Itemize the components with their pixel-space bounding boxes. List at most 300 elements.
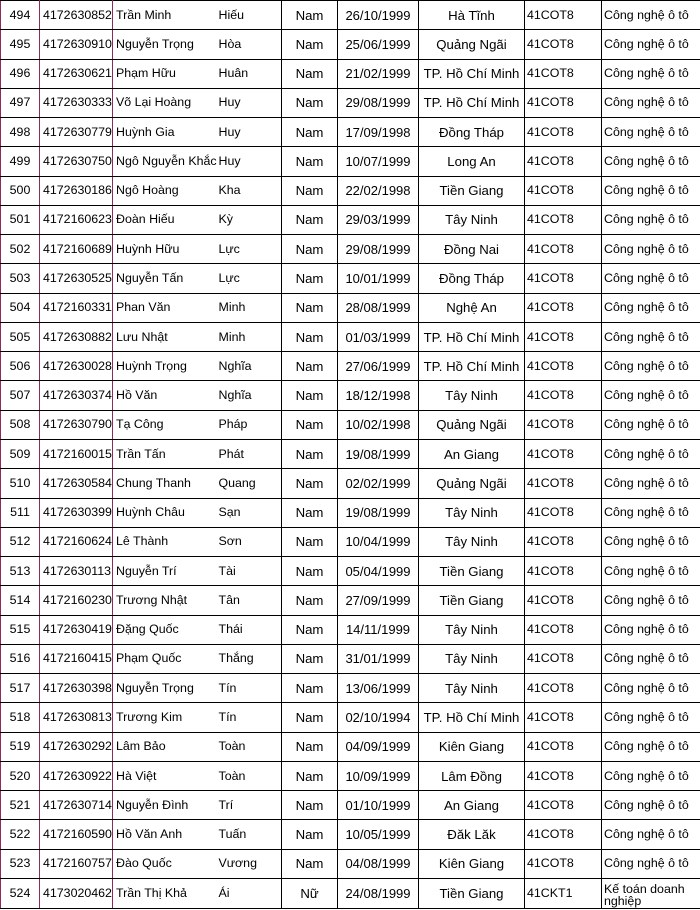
major-cell: Công nghệ ô tô: [602, 849, 700, 878]
table-row: [1, 118, 700, 147]
given-name-cell: Tuấn: [217, 820, 282, 849]
table-row: [1, 381, 700, 410]
student-id-cell: 4172160230: [40, 586, 113, 615]
row-number-cell: 505: [1, 322, 40, 351]
class-code-cell: 41COT8: [525, 615, 602, 644]
family-middle-name-cell: Võ Lại Hoàng: [113, 88, 217, 117]
gender-cell: Nam: [282, 439, 338, 468]
given-name-cell: Minh: [217, 322, 282, 351]
row-number-cell: 499: [1, 147, 40, 176]
major-cell: Công nghệ ô tô: [602, 644, 700, 673]
row-number-cell: 519: [1, 732, 40, 761]
given-name-cell: Minh: [217, 293, 282, 322]
student-id-cell: 4173020462: [40, 878, 113, 908]
table-row: [1, 557, 700, 586]
class-code-cell: 41COT8: [525, 732, 602, 761]
major-cell: Công nghệ ô tô: [602, 59, 700, 88]
class-code-cell: 41COT8: [525, 352, 602, 381]
student-id-cell: 4172630399: [40, 498, 113, 527]
major-cell: Công nghệ ô tô: [602, 732, 700, 761]
table-row: [1, 30, 700, 59]
birth-date-cell: 19/08/1999: [338, 498, 419, 527]
row-number-cell: 514: [1, 586, 40, 615]
major-cell: Công nghệ ô tô: [602, 352, 700, 381]
gender-cell: Nam: [282, 674, 338, 703]
birth-place-cell: TP. Hồ Chí Minh: [419, 322, 525, 351]
family-middle-name-cell: Trương Nhật: [113, 586, 217, 615]
birth-place-cell: Nghệ An: [419, 293, 525, 322]
student-id-cell: 4172630922: [40, 761, 113, 790]
birth-date-cell: 10/04/1999: [338, 527, 419, 556]
major-cell: Công nghệ ô tô: [602, 586, 700, 615]
birth-place-cell: Tây Ninh: [419, 205, 525, 234]
table-row: [1, 205, 700, 234]
given-name-cell: Phát: [217, 439, 282, 468]
class-code-cell: 41COT8: [525, 439, 602, 468]
given-name-cell: Sạn: [217, 498, 282, 527]
family-middle-name-cell: Đoàn Hiếu: [113, 205, 217, 234]
class-code-cell: 41COT8: [525, 791, 602, 820]
family-middle-name-cell: Huỳnh Châu: [113, 498, 217, 527]
birth-date-cell: 10/01/1999: [338, 264, 419, 293]
major-cell: Công nghệ ô tô: [602, 30, 700, 59]
table-row: [1, 615, 700, 644]
family-middle-name-cell: Huỳnh Trọng: [113, 352, 217, 381]
birth-date-cell: 29/08/1999: [338, 235, 419, 264]
family-middle-name-cell: Huỳnh Gia: [113, 118, 217, 147]
birth-place-cell: Tiền Giang: [419, 878, 525, 908]
given-name-cell: Trí: [217, 791, 282, 820]
birth-place-cell: Hà Tĩnh: [419, 1, 525, 30]
class-code-cell: 41COT8: [525, 88, 602, 117]
row-number-cell: 496: [1, 59, 40, 88]
class-code-cell: 41COT8: [525, 527, 602, 556]
major-cell: Công nghệ ô tô: [602, 176, 700, 205]
birth-date-cell: 04/08/1999: [338, 849, 419, 878]
birth-place-cell: TP. Hồ Chí Minh: [419, 352, 525, 381]
student-id-cell: 4172630398: [40, 674, 113, 703]
given-name-cell: Toàn: [217, 732, 282, 761]
row-number-cell: 521: [1, 791, 40, 820]
gender-cell: Nam: [282, 147, 338, 176]
birth-date-cell: 13/06/1999: [338, 674, 419, 703]
row-number-cell: 515: [1, 615, 40, 644]
gender-cell: Nam: [282, 118, 338, 147]
given-name-cell: Huy: [217, 88, 282, 117]
student-id-cell: 4172630750: [40, 147, 113, 176]
row-number-cell: 495: [1, 30, 40, 59]
birth-date-cell: 22/02/1998: [338, 176, 419, 205]
major-cell: Công nghệ ô tô: [602, 498, 700, 527]
birth-place-cell: Đồng Nai: [419, 235, 525, 264]
major-cell: Công nghệ ô tô: [602, 410, 700, 439]
row-number-cell: 506: [1, 352, 40, 381]
given-name-cell: Kha: [217, 176, 282, 205]
student-id-cell: 4172160331: [40, 293, 113, 322]
major-cell: Công nghệ ô tô: [602, 527, 700, 556]
birth-place-cell: Tây Ninh: [419, 527, 525, 556]
major-cell: Công nghệ ô tô: [602, 761, 700, 790]
birth-place-cell: Tiền Giang: [419, 176, 525, 205]
gender-cell: Nam: [282, 30, 338, 59]
gender-cell: Nam: [282, 615, 338, 644]
class-code-cell: 41COT8: [525, 293, 602, 322]
given-name-cell: Tín: [217, 674, 282, 703]
birth-place-cell: Đồng Tháp: [419, 264, 525, 293]
class-code-cell: 41COT8: [525, 849, 602, 878]
row-number-cell: 511: [1, 498, 40, 527]
gender-cell: Nam: [282, 586, 338, 615]
student-id-cell: 4172630790: [40, 410, 113, 439]
row-number-cell: 517: [1, 674, 40, 703]
major-cell: Công nghệ ô tô: [602, 264, 700, 293]
birth-place-cell: Tây Ninh: [419, 644, 525, 673]
gender-cell: Nam: [282, 498, 338, 527]
gender-cell: Nam: [282, 527, 338, 556]
birth-date-cell: 29/08/1999: [338, 88, 419, 117]
given-name-cell: Huân: [217, 59, 282, 88]
class-code-cell: 41COT8: [525, 644, 602, 673]
gender-cell: Nam: [282, 761, 338, 790]
family-middle-name-cell: Ngô Hoàng: [113, 176, 217, 205]
student-id-cell: 4172630333: [40, 88, 113, 117]
birth-date-cell: 31/01/1999: [338, 644, 419, 673]
student-id-cell: 4172630882: [40, 322, 113, 351]
student-id-cell: 4172160689: [40, 235, 113, 264]
row-number-cell: 523: [1, 849, 40, 878]
row-number-cell: 522: [1, 820, 40, 849]
class-code-cell: 41COT8: [525, 59, 602, 88]
student-id-cell: 4172160624: [40, 527, 113, 556]
major-cell: Công nghệ ô tô: [602, 147, 700, 176]
family-middle-name-cell: Lưu Nhật: [113, 322, 217, 351]
student-id-cell: 4172630779: [40, 118, 113, 147]
row-number-cell: 503: [1, 264, 40, 293]
student-id-cell: 4172160590: [40, 820, 113, 849]
family-middle-name-cell: Phạm Quốc: [113, 644, 217, 673]
student-id-cell: 4172160623: [40, 205, 113, 234]
table-row: [1, 469, 700, 498]
birth-date-cell: 26/10/1999: [338, 1, 419, 30]
class-code-cell: 41COT8: [525, 205, 602, 234]
birth-date-cell: 10/02/1998: [338, 410, 419, 439]
table-row: [1, 59, 700, 88]
class-code-cell: 41COT8: [525, 176, 602, 205]
gender-cell: Nam: [282, 352, 338, 381]
gender-cell: Nam: [282, 293, 338, 322]
major-cell: Công nghệ ô tô: [602, 820, 700, 849]
birth-date-cell: 17/09/1998: [338, 118, 419, 147]
class-code-cell: 41COT8: [525, 557, 602, 586]
major-cell: Công nghệ ô tô: [602, 1, 700, 30]
row-number-cell: 516: [1, 644, 40, 673]
student-id-cell: 4172160415: [40, 644, 113, 673]
student-id-cell: 4172630419: [40, 615, 113, 644]
table-row: [1, 527, 700, 556]
gender-cell: Nam: [282, 205, 338, 234]
birth-date-cell: 05/04/1999: [338, 557, 419, 586]
family-middle-name-cell: Phan Văn: [113, 293, 217, 322]
row-number-cell: 508: [1, 410, 40, 439]
class-code-cell: 41COT8: [525, 147, 602, 176]
row-number-cell: 509: [1, 439, 40, 468]
gender-cell: Nam: [282, 322, 338, 351]
table-row: [1, 410, 700, 439]
major-cell: Công nghệ ô tô: [602, 615, 700, 644]
birth-date-cell: 01/10/1999: [338, 791, 419, 820]
table-row: [1, 147, 700, 176]
class-code-cell: 41COT8: [525, 586, 602, 615]
roster-body: [1, 1, 700, 909]
row-number-cell: 501: [1, 205, 40, 234]
family-middle-name-cell: Hà Việt: [113, 761, 217, 790]
birth-date-cell: 01/03/1999: [338, 322, 419, 351]
gender-cell: Nam: [282, 791, 338, 820]
given-name-cell: Hòa: [217, 30, 282, 59]
student-id-cell: 4172630621: [40, 59, 113, 88]
major-cell: Công nghệ ô tô: [602, 674, 700, 703]
student-id-cell: 4172630714: [40, 791, 113, 820]
given-name-cell: Tân: [217, 586, 282, 615]
table-row: [1, 732, 700, 761]
class-code-cell: 41COT8: [525, 264, 602, 293]
birth-date-cell: 04/09/1999: [338, 732, 419, 761]
given-name-cell: Tài: [217, 557, 282, 586]
given-name-cell: Quang: [217, 469, 282, 498]
birth-date-cell: 19/08/1999: [338, 439, 419, 468]
given-name-cell: Tín: [217, 703, 282, 732]
given-name-cell: Vương: [217, 849, 282, 878]
birth-date-cell: 24/08/1999: [338, 878, 419, 908]
class-code-cell: 41COT8: [525, 30, 602, 59]
birth-place-cell: Quảng Ngãi: [419, 410, 525, 439]
student-id-cell: 4172160015: [40, 439, 113, 468]
row-number-cell: 512: [1, 527, 40, 556]
class-code-cell: 41COT8: [525, 410, 602, 439]
table-row: [1, 878, 700, 908]
birth-place-cell: Lâm Đồng: [419, 761, 525, 790]
class-code-cell: 41COT8: [525, 820, 602, 849]
student-id-cell: 4172630113: [40, 557, 113, 586]
family-middle-name-cell: Trương Kim: [113, 703, 217, 732]
birth-place-cell: Long An: [419, 147, 525, 176]
table-row: [1, 264, 700, 293]
birth-place-cell: Quảng Ngãi: [419, 469, 525, 498]
family-middle-name-cell: Huỳnh Hữu: [113, 235, 217, 264]
row-number-cell: 502: [1, 235, 40, 264]
given-name-cell: Huy: [217, 147, 282, 176]
table-row: [1, 703, 700, 732]
given-name-cell: Kỳ: [217, 205, 282, 234]
student-id-cell: 4172630186: [40, 176, 113, 205]
birth-place-cell: Kiên Giang: [419, 849, 525, 878]
family-middle-name-cell: Tạ Công: [113, 410, 217, 439]
gender-cell: Nam: [282, 410, 338, 439]
given-name-cell: Hiếu: [217, 1, 282, 30]
birth-place-cell: Kiên Giang: [419, 732, 525, 761]
row-number-cell: 518: [1, 703, 40, 732]
student-id-cell: 4172630910: [40, 30, 113, 59]
given-name-cell: Nghĩa: [217, 352, 282, 381]
birth-place-cell: Tây Ninh: [419, 615, 525, 644]
student-id-cell: 4172630813: [40, 703, 113, 732]
class-code-cell: 41COT8: [525, 118, 602, 147]
given-name-cell: Toàn: [217, 761, 282, 790]
gender-cell: Nam: [282, 644, 338, 673]
table-row: [1, 498, 700, 527]
family-middle-name-cell: Nguyễn Trí: [113, 557, 217, 586]
family-middle-name-cell: Đào Quốc: [113, 849, 217, 878]
gender-cell: Nam: [282, 176, 338, 205]
birth-place-cell: Đăk Lăk: [419, 820, 525, 849]
class-code-cell: 41COT8: [525, 322, 602, 351]
student-id-cell: 4172630852: [40, 1, 113, 30]
birth-date-cell: 29/03/1999: [338, 205, 419, 234]
family-middle-name-cell: Phạm Hữu: [113, 59, 217, 88]
family-middle-name-cell: Nguyễn Đình: [113, 791, 217, 820]
family-middle-name-cell: Lê Thành: [113, 527, 217, 556]
student-id-cell: 4172630028: [40, 352, 113, 381]
birth-place-cell: Quảng Ngãi: [419, 30, 525, 59]
birth-place-cell: Tiền Giang: [419, 586, 525, 615]
major-cell: Công nghệ ô tô: [602, 703, 700, 732]
birth-place-cell: Đồng Tháp: [419, 118, 525, 147]
gender-cell: Nam: [282, 849, 338, 878]
birth-date-cell: 10/09/1999: [338, 761, 419, 790]
class-code-cell: 41COT8: [525, 498, 602, 527]
major-cell: Công nghệ ô tô: [602, 293, 700, 322]
given-name-cell: Thái: [217, 615, 282, 644]
birth-date-cell: 10/07/1999: [338, 147, 419, 176]
major-cell: Công nghệ ô tô: [602, 88, 700, 117]
class-code-cell: 41COT8: [525, 674, 602, 703]
table-row: [1, 293, 700, 322]
class-code-cell: 41CKT1: [525, 878, 602, 908]
birth-place-cell: Tây Ninh: [419, 381, 525, 410]
given-name-cell: Thắng: [217, 644, 282, 673]
birth-date-cell: 02/10/1994: [338, 703, 419, 732]
birth-place-cell: An Giang: [419, 791, 525, 820]
row-number-cell: 500: [1, 176, 40, 205]
family-middle-name-cell: Nguyễn Tấn: [113, 264, 217, 293]
major-cell: Kế toán doanh nghiệp: [602, 878, 700, 908]
table-row: [1, 674, 700, 703]
student-id-cell: 4172630292: [40, 732, 113, 761]
class-code-cell: 41COT8: [525, 761, 602, 790]
table-row: [1, 761, 700, 790]
major-cell: Công nghệ ô tô: [602, 469, 700, 498]
family-middle-name-cell: Lâm Bảo: [113, 732, 217, 761]
major-cell: Công nghệ ô tô: [602, 118, 700, 147]
family-middle-name-cell: Trần Tấn: [113, 439, 217, 468]
gender-cell: Nữ: [282, 878, 338, 908]
row-number-cell: 497: [1, 88, 40, 117]
family-middle-name-cell: Trần Minh: [113, 1, 217, 30]
birth-date-cell: 27/06/1999: [338, 352, 419, 381]
major-cell: Công nghệ ô tô: [602, 381, 700, 410]
birth-date-cell: 14/11/1999: [338, 615, 419, 644]
table-row: [1, 352, 700, 381]
gender-cell: Nam: [282, 820, 338, 849]
gender-cell: Nam: [282, 59, 338, 88]
student-id-cell: 4172160757: [40, 849, 113, 878]
major-cell: Công nghệ ô tô: [602, 439, 700, 468]
class-code-cell: 41COT8: [525, 381, 602, 410]
family-middle-name-cell: Chung Thanh: [113, 469, 217, 498]
row-number-cell: 504: [1, 293, 40, 322]
class-code-cell: 41COT8: [525, 1, 602, 30]
given-name-cell: Ái: [217, 878, 282, 908]
class-code-cell: 41COT8: [525, 703, 602, 732]
class-code-cell: 41COT8: [525, 235, 602, 264]
table-row: [1, 849, 700, 878]
birth-place-cell: An Giang: [419, 439, 525, 468]
given-name-cell: Pháp: [217, 410, 282, 439]
family-middle-name-cell: Ngô Nguyễn Khắc: [113, 147, 217, 176]
birth-place-cell: TP. Hồ Chí Minh: [419, 59, 525, 88]
row-number-cell: 498: [1, 118, 40, 147]
birth-place-cell: Tây Ninh: [419, 498, 525, 527]
family-middle-name-cell: Hồ Văn: [113, 381, 217, 410]
gender-cell: Nam: [282, 557, 338, 586]
table-row: [1, 791, 700, 820]
major-cell: Công nghệ ô tô: [602, 322, 700, 351]
gender-cell: Nam: [282, 381, 338, 410]
table-row: [1, 439, 700, 468]
birth-date-cell: 21/02/1999: [338, 59, 419, 88]
row-number-cell: 510: [1, 469, 40, 498]
family-middle-name-cell: Đặng Quốc: [113, 615, 217, 644]
family-middle-name-cell: Hồ Văn Anh: [113, 820, 217, 849]
given-name-cell: Nghĩa: [217, 381, 282, 410]
birth-date-cell: 02/02/1999: [338, 469, 419, 498]
birth-place-cell: Tiền Giang: [419, 557, 525, 586]
given-name-cell: Lực: [217, 264, 282, 293]
family-middle-name-cell: Trần Thị Khả: [113, 878, 217, 908]
row-number-cell: 513: [1, 557, 40, 586]
birth-date-cell: 28/08/1999: [338, 293, 419, 322]
gender-cell: Nam: [282, 88, 338, 117]
student-id-cell: 4172630525: [40, 264, 113, 293]
row-number-cell: 524: [1, 878, 40, 908]
gender-cell: Nam: [282, 235, 338, 264]
given-name-cell: Lực: [217, 235, 282, 264]
birth-place-cell: TP. Hồ Chí Minh: [419, 703, 525, 732]
birth-place-cell: Tây Ninh: [419, 674, 525, 703]
family-middle-name-cell: Nguyễn Trọng: [113, 674, 217, 703]
gender-cell: Nam: [282, 703, 338, 732]
gender-cell: Nam: [282, 469, 338, 498]
major-cell: Công nghệ ô tô: [602, 557, 700, 586]
gender-cell: Nam: [282, 732, 338, 761]
major-cell: Công nghệ ô tô: [602, 235, 700, 264]
major-cell: Công nghệ ô tô: [602, 791, 700, 820]
birth-date-cell: 18/12/1998: [338, 381, 419, 410]
birth-date-cell: 10/05/1999: [338, 820, 419, 849]
class-code-cell: 41COT8: [525, 469, 602, 498]
table-row: [1, 820, 700, 849]
table-row: [1, 176, 700, 205]
table-row: [1, 586, 700, 615]
table-row: [1, 644, 700, 673]
family-middle-name-cell: Nguyễn Trọng: [113, 30, 217, 59]
given-name-cell: Sơn: [217, 527, 282, 556]
gender-cell: Nam: [282, 1, 338, 30]
birth-date-cell: 27/09/1999: [338, 586, 419, 615]
major-cell: Công nghệ ô tô: [602, 205, 700, 234]
student-id-cell: 4172630374: [40, 381, 113, 410]
given-name-cell: Huy: [217, 118, 282, 147]
